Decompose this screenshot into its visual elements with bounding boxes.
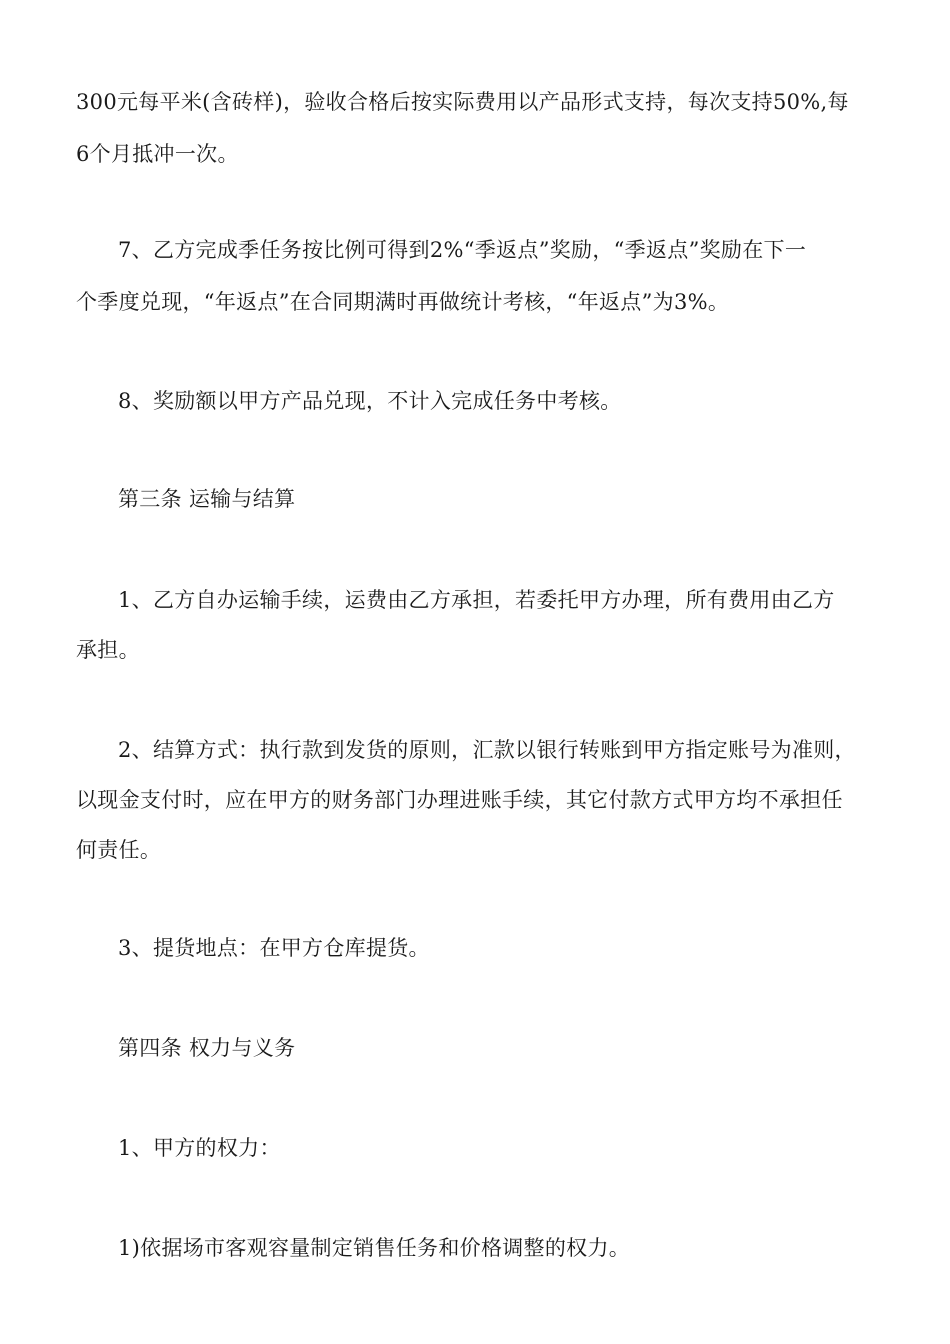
text-line: 1、乙方自办运输手续，运费由乙方承担，若委托甲方办理，所有费用由乙方 (118, 588, 835, 612)
text-line: 2、结算方式：执行款到发货的原则，汇款以银行转账到甲方指定账号为准则， (118, 738, 856, 762)
text-line: 300元每平米(含砖样)，验收合格后按实际费用以产品形式支持，每次支持50%,每 (76, 90, 849, 114)
section-heading: 第四条 权力与义务 (118, 1036, 296, 1060)
text-line: 6个月抵冲一次。 (76, 142, 239, 166)
text-line: 3、提货地点：在甲方仓库提货。 (118, 936, 430, 960)
section-heading: 第三条 运输与结算 (118, 487, 296, 511)
text-line: 何责任。 (76, 838, 162, 862)
text-line: 以现金支付时，应在甲方的财务部门办理进账手续，其它付款方式甲方均不承担任 (76, 788, 843, 812)
text-line: 个季度兑现，“年返点”在合同期满时再做统计考核，“年返点”为3%。 (76, 290, 730, 314)
text-line: 承担。 (76, 638, 140, 662)
text-line: 8、奖励额以甲方产品兑现，不计入完成任务中考核。 (118, 389, 622, 413)
text-line: 1、甲方的权力： (118, 1136, 281, 1160)
text-line: 7、乙方完成季任务按比例可得到2%“季返点”奖励，“季返点”奖励在下一 (118, 238, 807, 262)
text-line: 1)依据场市客观容量制定销售任务和价格调整的权力。 (118, 1236, 631, 1260)
